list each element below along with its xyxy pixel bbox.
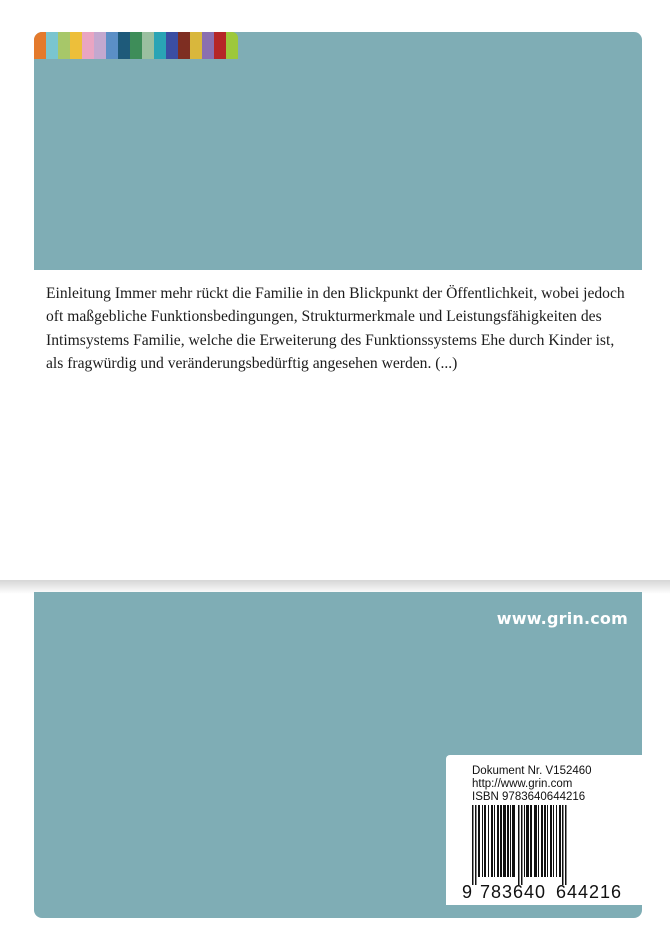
barcode-bar xyxy=(547,805,548,877)
color-stripe xyxy=(226,32,238,59)
barcode-bar xyxy=(500,805,502,877)
barcode-bar xyxy=(556,805,557,877)
barcode-box xyxy=(446,755,642,905)
barcode-bar xyxy=(510,805,511,877)
barcode-bar xyxy=(565,805,567,885)
cover-top-panel xyxy=(34,32,642,270)
color-stripe xyxy=(214,32,226,59)
barcode-bar xyxy=(475,805,477,885)
color-stripe xyxy=(166,32,178,59)
barcode-bar xyxy=(478,805,480,877)
book-blurb: Einleitung Immer mehr rückt die Familie in den Blickpunkt der Öffentlichkeit, wobei jedoch oft maßgebliche Funktionsbedingungen, Strukturmerkmale und Leistungsfähigkeiten des Intimsystems Familie, welche die Erweiterung des Funktionssystems Ehe durch Kinder ist, als fragwürdig und veränderungsbedürftig angesehen werden. (...) xyxy=(46,285,625,373)
color-stripe xyxy=(118,32,130,59)
color-stripe-bar xyxy=(34,32,238,59)
barcode-bar xyxy=(544,805,546,877)
barcode-bar xyxy=(534,805,537,877)
color-stripe xyxy=(202,32,214,59)
barcode-bar xyxy=(494,805,495,877)
barcode-bar xyxy=(507,805,509,877)
barcode-digit-group-2: 644216 xyxy=(556,882,623,902)
color-stripe xyxy=(70,32,82,59)
color-stripe xyxy=(46,32,58,59)
color-stripe xyxy=(142,32,154,59)
color-stripe xyxy=(94,32,106,59)
color-stripe xyxy=(178,32,190,59)
barcode-bar xyxy=(497,805,499,877)
barcode-bar xyxy=(472,805,474,885)
color-stripe xyxy=(82,32,94,59)
barcode-bar xyxy=(488,805,489,877)
barcode-bar xyxy=(512,805,515,877)
document-url[interactable]: http://www.grin.com xyxy=(472,778,573,790)
document-number: Dokument Nr. V152460 xyxy=(472,765,592,777)
barcode-info xyxy=(472,765,592,804)
barcode-bar xyxy=(484,805,486,877)
barcode-bar xyxy=(530,805,532,877)
color-stripe xyxy=(106,32,118,59)
barcode-bar xyxy=(491,805,493,877)
barcode-bar xyxy=(541,805,543,877)
barcode-digits xyxy=(462,882,632,903)
barcode-icon xyxy=(464,805,634,889)
color-stripe xyxy=(154,32,166,59)
barcode-bar xyxy=(521,805,523,885)
color-stripe xyxy=(130,32,142,59)
barcode-digit-group-1: 783640 xyxy=(480,882,547,902)
barcode-bar xyxy=(559,805,561,877)
barcode-bar xyxy=(562,805,564,885)
barcode-bar xyxy=(503,805,506,877)
barcode-bar xyxy=(538,805,539,877)
barcode-bar xyxy=(518,805,520,885)
color-stripe xyxy=(58,32,70,59)
barcode-bar xyxy=(524,805,525,877)
publisher-url[interactable]: www.grin.com xyxy=(496,609,628,628)
isbn-number: ISBN 9783640644216 xyxy=(472,791,586,803)
color-stripe xyxy=(190,32,202,59)
barcode-bar xyxy=(482,805,483,877)
barcode-bar xyxy=(526,805,529,877)
barcode-digit-first: 9 xyxy=(462,882,474,902)
barcode-bar xyxy=(550,805,552,877)
barcode-bar xyxy=(553,805,554,877)
color-stripe xyxy=(34,32,46,59)
